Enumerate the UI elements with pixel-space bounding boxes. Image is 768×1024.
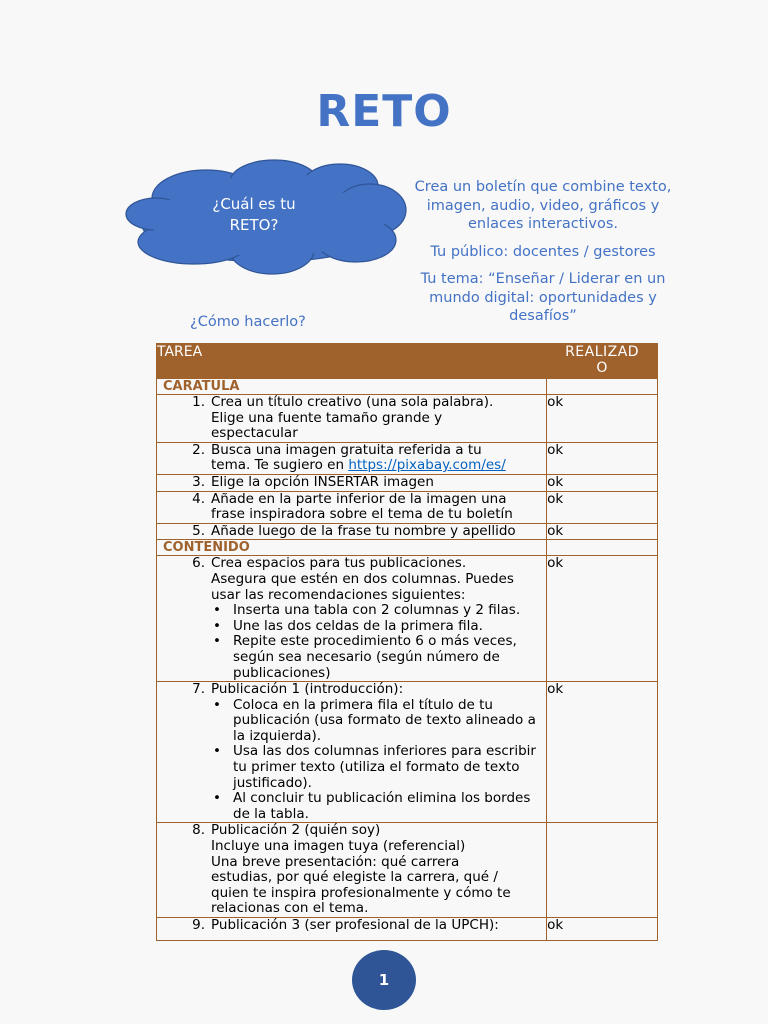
task-text: Elige la opción INSERTAR imagen	[211, 473, 434, 490]
task-text: Una breve presentación: qué carrera	[211, 853, 460, 870]
task-text: Crea espacios para tus publicaciones.	[211, 555, 467, 572]
table-header-row	[157, 344, 658, 379]
header-done-line2: O	[596, 360, 608, 376]
bullet-item: • Al concluir tu publicación elimina los bordes de la tabla.	[211, 791, 542, 822]
header-done	[547, 344, 658, 379]
task-number: 5.	[192, 522, 205, 539]
task-status: ok	[547, 918, 658, 941]
task-number: 7.	[192, 681, 205, 698]
section-label-contenido: CONTENIDO	[157, 540, 547, 556]
table-row	[157, 395, 658, 443]
description-audience: Tu público: docentes / gestores	[430, 243, 656, 260]
bullet-item: • Usa las dos columnas inferiores para escribir tu primer texto (utiliza el formato de texto justificado).	[211, 744, 542, 791]
task-status: ok	[547, 682, 658, 823]
task-text: quien te inspira profesionalmente y cómo te	[211, 884, 511, 901]
task-text: Elige una fuente tamaño grande y	[211, 409, 443, 426]
task-status: ok	[547, 523, 658, 540]
task-text: Crea un título creativo (una sola palabra).	[211, 394, 494, 410]
description-topic: Tu tema: “Enseñar / Liderar en un mundo digital: oportunidades y desafíos”	[420, 271, 666, 324]
task-text: Asegura que estén en dos columnas. Puedes	[211, 570, 514, 587]
task-text: relacionas con el tema.	[211, 900, 369, 917]
bullet-item: • Inserta una tabla con 2 columnas y 2 filas.	[211, 603, 542, 619]
task-number: 8.	[192, 822, 205, 839]
bullet-item: • Coloca en la primera fila el título de tu publicación (usa formato de texto alineado a la izquierda).	[211, 698, 542, 745]
section-row-contenido	[157, 540, 658, 556]
task-text: frase inspiradora sobre el tema de tu boletín	[211, 506, 513, 523]
challenge-description	[412, 178, 674, 335]
task-status: ok	[547, 395, 658, 443]
table-row	[157, 523, 658, 540]
bullet-item: • Repite este procedimiento 6 o más veces, según sea necesario (según número de publicaciones)	[211, 634, 542, 681]
table-row	[157, 474, 658, 491]
table-row	[157, 556, 658, 682]
task-number: 1.	[192, 394, 205, 410]
task-text: Busca una imagen gratuita referida a tu	[211, 441, 482, 458]
cloud-callout	[124, 158, 410, 278]
header-task: TAREA	[157, 344, 547, 379]
section-row-caratula	[157, 379, 658, 395]
header-done-line1: REALIZAD	[565, 344, 640, 360]
cloud-text-line1: ¿Cuál es tu	[212, 195, 296, 213]
table-row	[157, 442, 658, 474]
task-text: tema. Te sugiero en	[211, 457, 349, 474]
task-number: 2.	[192, 441, 205, 458]
cloud-text-line2: RETO?	[229, 216, 279, 234]
task-text: Añade en la parte inferior de la imagen una	[211, 490, 507, 507]
task-text: usar las recomendaciones siguientes:	[211, 586, 466, 603]
task-status: ok	[547, 491, 658, 523]
task-text: estudias, por qué elegiste la carrera, qué /	[211, 869, 498, 886]
task-number: 6.	[192, 555, 205, 572]
task-text: Publicación 1 (introducción):	[211, 681, 404, 698]
page-title: RETO	[316, 86, 452, 137]
task-status: ok	[547, 556, 658, 682]
task-number: 9.	[192, 917, 205, 933]
task-text: Añade luego de la frase tu nombre y apellido	[211, 522, 516, 539]
task-number: 4.	[192, 490, 205, 507]
task-text: Publicación 3 (ser profesional de la UPCH):	[211, 917, 499, 933]
task-text: espectacular	[211, 425, 298, 442]
pixabay-link[interactable]: https://pixabay.com/es/	[348, 457, 506, 474]
how-to-heading: ¿Cómo hacerlo?	[190, 314, 306, 330]
table-row	[157, 682, 658, 823]
bullet-item: • Une las dos celdas de la primera fila.	[211, 619, 542, 635]
table-row	[157, 823, 658, 918]
task-status: ok	[547, 474, 658, 491]
table-row	[157, 918, 658, 941]
task-status	[547, 823, 658, 918]
task-status: ok	[547, 442, 658, 474]
page-number-badge: 1	[352, 950, 416, 1010]
task-text: Publicación 2 (quién soy)	[211, 822, 381, 839]
table-row	[157, 491, 658, 523]
task-text: Incluye una imagen tuya (referencial)	[211, 838, 466, 855]
task-number: 3.	[192, 473, 205, 490]
description-paragraph-1: Crea un boletín que combine texto, imagen, audio, video, gráficos y enlaces interactivos.	[414, 179, 672, 232]
task-table	[156, 343, 658, 941]
section-label-caratula: CARATULA	[157, 379, 547, 395]
